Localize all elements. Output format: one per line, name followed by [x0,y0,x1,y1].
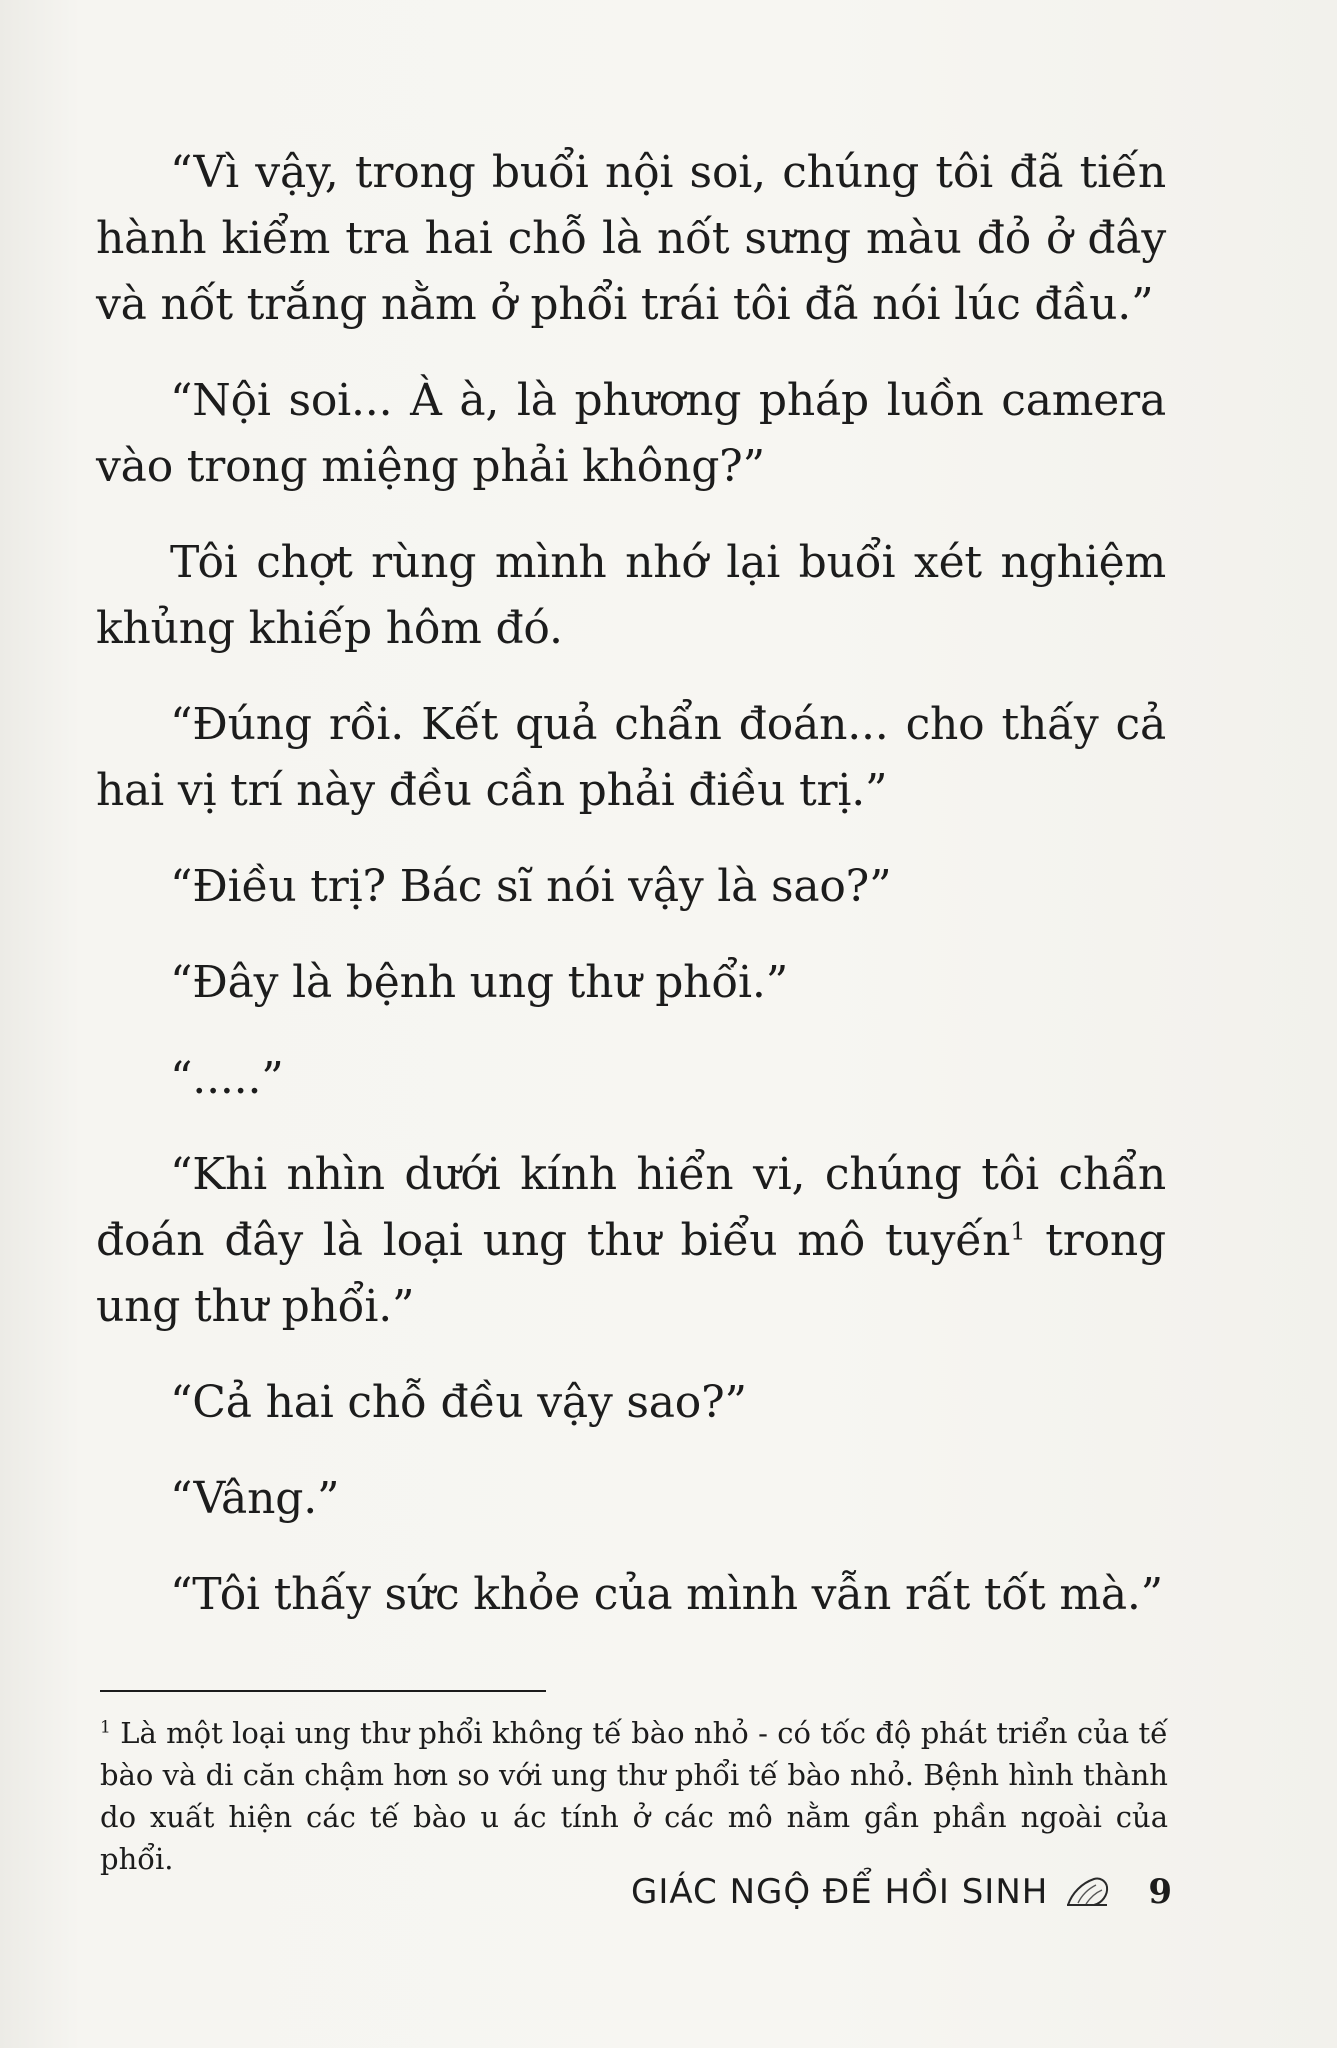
footnote-divider [100,1690,546,1692]
footnote [100,1712,1168,1880]
book-title: GIÁC NGỘ ĐỂ HỒI SINH [630,1872,1049,1912]
footnote-text: Là một loại ung thư phổi không tế bào nhỏ - có tốc độ phát triển của tế bào và di căn chậm hơn so với ung thư phổi tế bào nhỏ. Bệnh hình thành do xuất hiện các tế bào u ác tính ở các mô nằm gần phần ngoài của phổi. [100,1716,1168,1876]
paragraph: “Cả hai chỗ đều vậy sao?” [170,1377,747,1428]
paragraph-text: trong ung thư phổi.” [96,1215,1166,1332]
lotus-icon [1064,1875,1110,1909]
paragraph: “Nội soi... À à, là phương pháp luồn camera vào trong miệng phải không?” [96,375,1166,492]
paragraph: Tôi chợt rùng mình nhớ lại buổi xét nghiệm khủng khiếp hôm đó. [96,537,1166,654]
running-footer [631,1872,1172,1912]
footnote-reference[interactable]: 1 [1010,1217,1026,1246]
paragraph: “.....” [170,1053,284,1104]
paragraph: “Vì vậy, trong buổi nội soi, chúng tôi đã tiến hành kiểm tra hai chỗ là nốt sưng màu đỏ ở đây và nốt trắng nằm ở phổi trái tôi đã nói lúc đầu.” [96,147,1166,330]
body-text [96,140,1166,1658]
paragraph: “Vâng.” [170,1473,340,1524]
paragraph: “Tôi thấy sức khỏe của mình vẫn rất tốt mà.” [170,1569,1163,1620]
page-number: 9 [1148,1872,1172,1912]
paragraph: “Đây là bệnh ung thư phổi.” [170,957,788,1008]
paragraph: “Đúng rồi. Kết quả chẩn đoán... cho thấy cả hai vị trí này đều cần phải điều trị.” [96,699,1166,816]
footnote-marker: 1 [100,1717,111,1738]
paragraph-text: “Khi nhìn dưới kính hiển vi, chúng tôi chẩn đoán đây là loại ung thư biểu mô tuyến [96,1149,1166,1266]
paragraph: “Điều trị? Bác sĩ nói vậy là sao?” [170,861,892,912]
paragraph-with-footnote [96,1142,1166,1340]
